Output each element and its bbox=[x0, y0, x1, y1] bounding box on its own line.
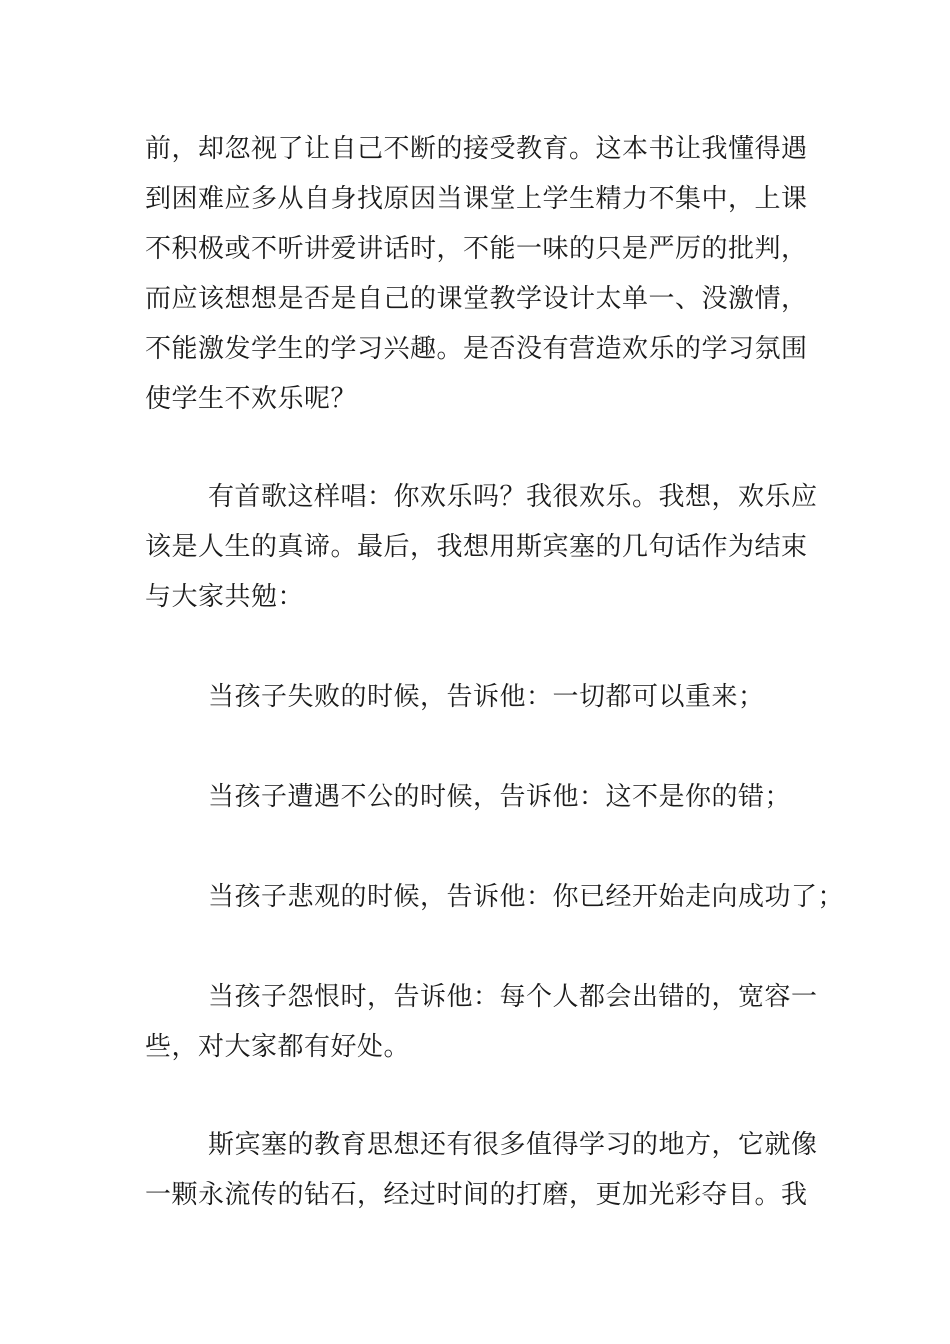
paragraph-line: 而应该想想是否是自己的课堂教学设计太单一、没激情， bbox=[145, 284, 808, 314]
paragraph-line: 与大家共勉： bbox=[145, 582, 305, 612]
paragraph-line: 斯宾塞的教育思想还有很多值得学习的地方，它就像 bbox=[208, 1130, 818, 1160]
paragraph-3 bbox=[145, 672, 815, 722]
paragraph-line: 当孩子悲观的时候，告诉他：你已经开始走向成功了； bbox=[208, 882, 845, 912]
paragraph-line: 当孩子失败的时候，告诉他：一切都可以重来； bbox=[208, 682, 765, 712]
paragraph-5 bbox=[145, 872, 845, 922]
paragraph-4 bbox=[145, 772, 815, 822]
paragraph-line: 有首歌这样唱：你欢乐吗？我很欢乐。我想，欢乐应 bbox=[208, 482, 818, 512]
paragraph-6 bbox=[145, 972, 818, 1072]
paragraph-line: 些，对大家都有好处。 bbox=[145, 1032, 411, 1062]
paragraph-line: 一颗永流传的钻石，经过时间的打磨，更加光彩夺目。我 bbox=[145, 1180, 808, 1210]
paragraph-line: 该是人生的真谛。最后，我想用斯宾塞的几句话作为结束 bbox=[145, 532, 808, 562]
paragraph-line: 当孩子遭遇不公的时候，告诉他：这不是你的错； bbox=[208, 782, 792, 812]
paragraph-line: 不能激发学生的学习兴趣。是否没有营造欢乐的学习氛围 bbox=[145, 334, 808, 364]
paragraph-line: 当孩子怨恨时，告诉他：每个人都会出错的，宽容一 bbox=[208, 982, 818, 1012]
paragraph-2 bbox=[145, 472, 818, 622]
paragraph-7 bbox=[145, 1120, 818, 1220]
paragraph-line: 前，却忽视了让自己不断的接受教育。这本书让我懂得遇 bbox=[145, 134, 808, 164]
paragraph-line: 到困难应多从自身找原因当课堂上学生精力不集中，上课 bbox=[145, 184, 808, 214]
paragraph-line: 不积极或不听讲爱讲话时，不能一味的只是严厉的批判， bbox=[145, 234, 808, 264]
paragraph-line: 使学生不欢乐呢？ bbox=[145, 384, 358, 414]
paragraph-1 bbox=[145, 124, 815, 424]
